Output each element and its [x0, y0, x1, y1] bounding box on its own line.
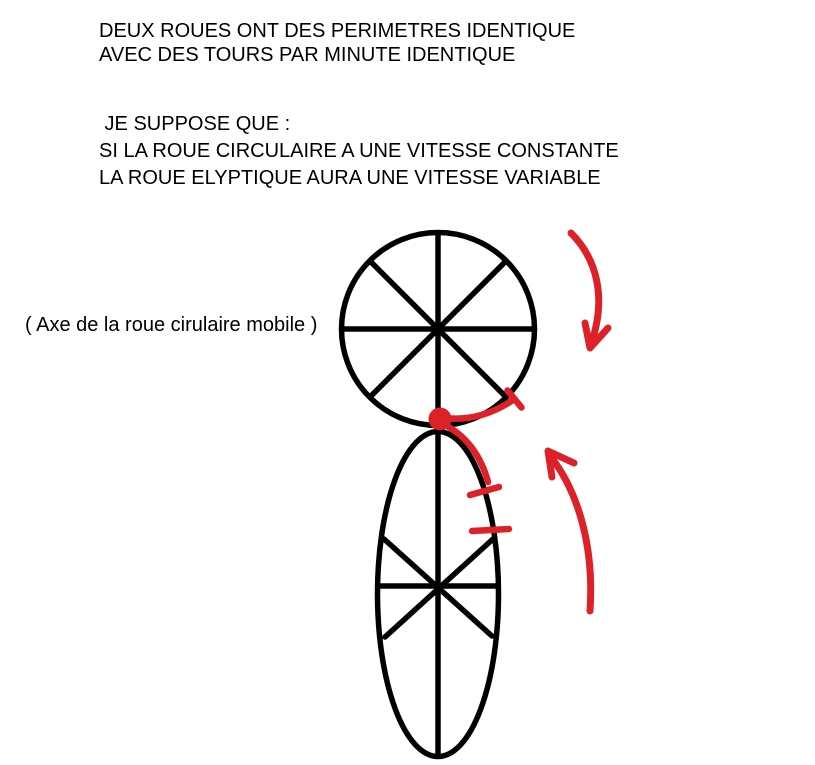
heading-line-2: AVEC DES TOURS PAR MINUTE IDENTIQUE	[99, 44, 516, 66]
arc-length-mark-circle	[446, 400, 513, 419]
ellipse-rim-tick	[472, 529, 509, 531]
hypothesis-line-1: JE SUPPOSE QUE :	[99, 113, 291, 135]
axle-label-text: ( Axe de la roue cirulaire mobile )	[25, 314, 318, 336]
hypothesis-line-3: LA ROUE ELYPTIQUE AURA UNE VITESSE VARIABLE	[99, 167, 601, 189]
axle-dot	[429, 408, 452, 431]
heading-line-1: DEUX ROUES ONT DES PERIMETRES IDENTIQUE	[99, 20, 576, 42]
counterclockwise-arrow-shaft	[551, 457, 591, 611]
wheels-ink-group	[342, 233, 535, 757]
hypothesis-line-2: SI LA ROUE CIRCULAIRE A UNE VITESSE CONSTANTE	[99, 140, 619, 162]
counterclockwise-rotation-arrow	[548, 451, 591, 611]
clockwise-rotation-arrow	[571, 233, 608, 348]
arc-end-tick-ellipse	[470, 487, 499, 495]
